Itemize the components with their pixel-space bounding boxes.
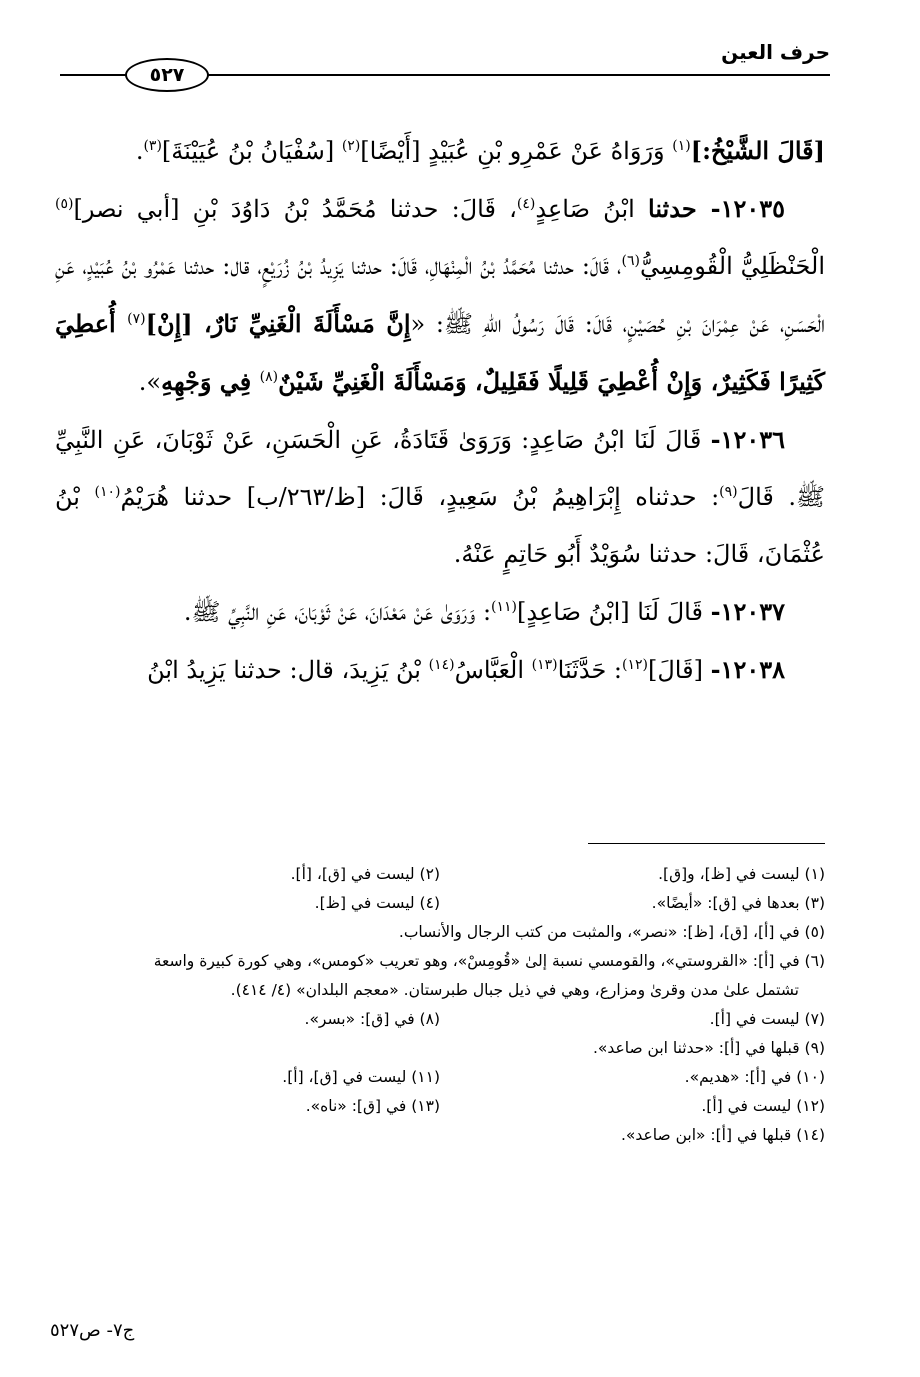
- footnote-9: (٩) قبلها في [أ]: «حدثنا ابن صاعد».: [592, 1039, 825, 1057]
- footnote-6-continued: تشتمل علىٰ مدن وقرىٰ ومزارع، وهي في ذيل جبال طبرستان. «معجم البلدان» (٤/ ٤١٤).: [230, 981, 799, 999]
- footnote-13: (١٣) في [ق]: «ناه».: [305, 1097, 440, 1115]
- footnote-row: [55, 860, 825, 889]
- main-text: [55, 122, 825, 699]
- text-run: ، قَالَ: حدثنا مُحَمَّدُ بْنُ دَاوُدَ بْنِ [أبي نصر]: [73, 195, 517, 223]
- footnote-row: [55, 1092, 825, 1121]
- footnote-ref-3: (٣): [143, 138, 162, 154]
- lead-phrase: [قَالَ الشَّيْخُ:]: [690, 136, 825, 165]
- footnote-10: (١٠) في [أ]: «هديم».: [684, 1068, 825, 1086]
- footnote-row: [55, 889, 825, 918]
- footnote-8: (٨) في [ق]: «بسر».: [304, 1010, 440, 1028]
- hadith-number: ١٢٠٣٦-: [710, 425, 785, 454]
- hadith-12036: [55, 411, 825, 583]
- text-run: : حَدَّثَنَا: [557, 656, 623, 684]
- page-header: [60, 38, 830, 98]
- footnote-3: (٣) بعدها في [ق]: «أيضًا».: [651, 894, 825, 912]
- text-run: الْعَبَّاسُ: [454, 656, 532, 684]
- footnote-4: (٤) ليست في [ظ].: [314, 894, 440, 912]
- text-run: بْنُ عُثْمَانَ، قَالَ: حدثنا سُوَيْدٌ أَبُو حَاتِمٍ عَنْهُ.: [55, 483, 825, 568]
- text-run: قَالَ لَنَا [ابْنُ صَاعِدٍ]: [517, 598, 711, 626]
- text-run: ».: [138, 368, 162, 396]
- footnote-separator: [588, 843, 825, 844]
- text-run: [قَالَ]: [648, 656, 711, 684]
- footnote-ref-2: (٢): [341, 138, 361, 154]
- text-run: .: [135, 137, 144, 165]
- footnote-5: (٥) في [أ]، [ق]، [ظ]: «نصر»، والمثبت من كتب الرجال والأنساب.: [398, 923, 825, 941]
- hadith-matn: أُعطِيَ كَثِيرًا فَكَثِيرٌ، وَإِنْ أُعْطِيَ قَلِيلًا فَقَلِيلٌ، وَمَسْأَلَةَ الْغَنِيِّ شَيْنٌ: [55, 309, 825, 396]
- text-run: : حدثناه إِبْرَاهِيمُ بْنُ سَعِيدٍ، قَالَ: [ظ/٢٦٣/ب] حدثنا هُرَيْمُ: [120, 483, 720, 511]
- footnote-ref-10: (١٠): [94, 484, 121, 500]
- footnote-ref-12: (١٢): [622, 657, 648, 673]
- page-number-badge: ٥٢٧: [125, 58, 209, 92]
- footnote-ref-13: (١٣): [531, 657, 558, 673]
- footnote-ref-6: (٦): [621, 253, 640, 269]
- footnote-ref-14: (١٤): [428, 657, 455, 673]
- paragraph-shaykh-note: [55, 122, 825, 180]
- text-run: [سُفْيَانُ بْنُ عُيَيْنَةَ]: [161, 137, 342, 165]
- hadith-number: ١٢٠٣٨-: [710, 655, 785, 684]
- hadith-12037: [55, 583, 825, 641]
- footnote-6: (٦) في [أ]: «القروستي»، والقومسي نسبة إلىٰ «قُومِسْ»، وهو تعريب «كومس»، وهي كورة كبيرة واسعة: [153, 952, 825, 970]
- footnote-ref-5: (٥): [55, 196, 74, 212]
- footnote-2: (٢) ليست في [ق]، [أ].: [290, 865, 440, 883]
- text-run: قَالَ لَنَا ابْنُ صَاعِدٍ: وَرَوَىٰ قَتَادَةُ، عَنِ الْحَسَنِ، عَنْ ثَوْبَانَ، عَنِ النَّبِيِّ ﷺ. قَالَ: [55, 426, 825, 511]
- footnotes: [55, 860, 825, 1150]
- text-run: ، قَالَ: حدثنا مُحَمَّدُ بْنُ الْمِنْهَالِ، قَالَ: حدثنا يَزِيدُ بْنُ زُرَيْعٍ، قال: حدثنا عَمْرُو بْنُ عُبَيْدٍ، عَنِ الْحَسَنِ، عَنْ عِمْرَانَ بْنِ حُصَيْنٍ، قَالَ: قَالَ رَسُولُ اللهِ ﷺ: «: [55, 252, 825, 338]
- footnote-row: [55, 1005, 825, 1034]
- chapter-title: حرف العين: [721, 40, 830, 64]
- text-run: وَرَوَاهُ عَنْ عَمْرِو بْنِ عُبَيْدٍ [أَيْضًا]: [360, 137, 673, 165]
- hadith-number: ١٢٠٣٥-: [710, 194, 786, 223]
- footnote-ref-7: (٧): [127, 311, 146, 327]
- text-run: الْحَنْظَلِيُّ الْقُومِسِيُّ: [639, 252, 825, 280]
- text-run: بْنُ يَزِيدَ، قال: حدثنا يَزِيدُ ابْنُ: [147, 656, 429, 684]
- volume-page-reference: ج٧- ص٥٢٧: [50, 1320, 135, 1341]
- footnote-row: [55, 1063, 825, 1092]
- text-run: ابْنُ صَاعِدٍ: [535, 195, 648, 223]
- footnote-11: (١١) ليست في [ق]، [أ].: [282, 1068, 440, 1086]
- footnote-7: (٧) ليست في [أ].: [709, 1010, 825, 1028]
- footnote-ref-4: (٤): [516, 196, 536, 212]
- lead-phrase: حدثنا: [648, 194, 711, 223]
- hadith-12035: [55, 180, 825, 411]
- footnote-ref-11: (١١): [491, 599, 518, 615]
- hadith-number: ١٢٠٣٧-: [710, 597, 785, 626]
- footnote-12: (١٢) ليست في [أ].: [701, 1097, 825, 1115]
- hadith-matn: فِي وَجْهِهِ: [161, 367, 260, 396]
- footnote-1: (١) ليست في [ظ]، و[ق].: [658, 865, 825, 883]
- text-run: : وَرَوَىٰ عَنْ مَعْدَانَ، عَنْ ثَوْبَانَ، عَنِ النَّبِيِّ ﷺ.: [183, 598, 492, 626]
- footnote-ref-9: (٩): [719, 484, 738, 500]
- footnote-ref-1: (١): [672, 138, 691, 154]
- footnote-14: (١٤) قبلها في [أ]: «ابن صاعد».: [620, 1126, 825, 1144]
- footnote-ref-8: (٨): [259, 369, 279, 385]
- hadith-matn: إِنَّ مَسْأَلَةَ الْغَنِيِّ نَارٌ، [إِنْ]: [145, 309, 411, 338]
- hadith-12038: [55, 641, 825, 699]
